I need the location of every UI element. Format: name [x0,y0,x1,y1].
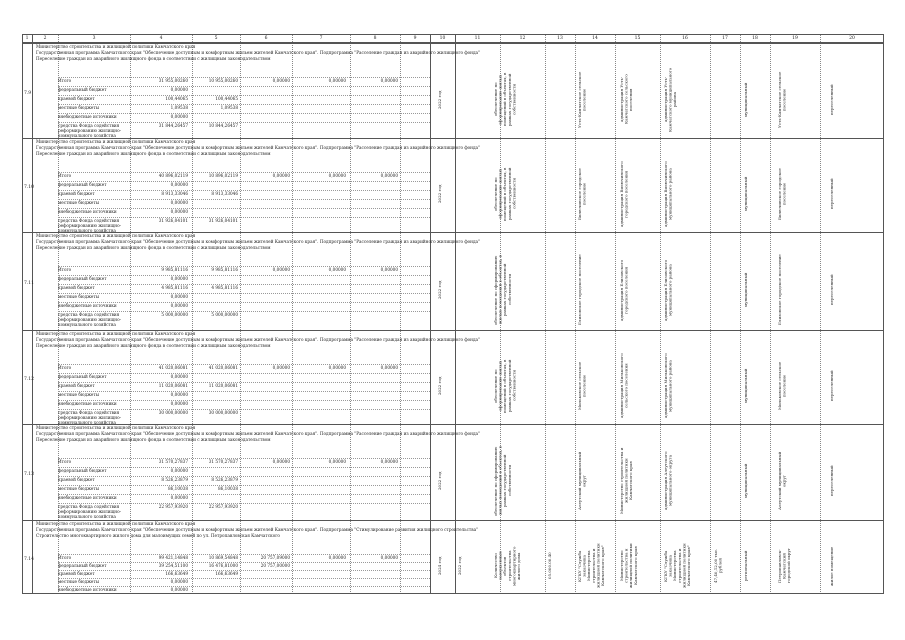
program-line: Государственная программа Камчатского края "Обеспечение доступным и комфортным жильем жителей Камчатского края". Подпрограмма "Расселение граждан из аварийного жилищного фонда" [36,50,480,55]
amount-total: 31 926,04101 [158,218,188,223]
amount-year3: 0,00000 [328,267,346,272]
customer-cell: администрация Вилючинского муниципального района [663,161,673,227]
amount-total: 31 570,27837 [158,459,188,464]
finance-source-label: средства Фонда содействия реформированию жилищно-коммунального хозяйства [58,218,122,233]
purpose-cell: обеспечение по сформированию жилых помещений в объектах, в рамках государственной собственности [493,72,517,127]
program-line: Государственная программа Камчатского края "Обеспечение доступным и комфортным жильем жителей Камчатского края". Подпрограмма "Расселение граждан из аварийного жилищного фонда" [36,431,480,436]
column-number: 2 [43,36,47,41]
code-cell: 05.000.00.40 [547,552,552,580]
year-cell: 2022 год [437,184,442,204]
event-line: Строительство многоквартирного жилого дома для малоимущих семей по ул. Петропавловская Камчатского [36,533,280,538]
settlement-cell: КГКУ "Служба заказчика Министерства строительства и жилищной политики Камчатского края" [577,543,605,589]
year-cell: 2022 год [437,90,442,109]
result-cell: переселенный [829,370,834,402]
location-cell: Вилючинское городское поселение [777,168,787,220]
finance-source-label: местные бюджеты [58,200,100,205]
customer-cell: КГКУ "Служба заказчика Министерства строительства и жилищной политики Камчатского края" [663,543,691,589]
ownership-cell: муниципальный [743,176,748,212]
amount-year1: 8 913,33046 [211,191,238,196]
finance-source-label: Итого [58,173,72,178]
purpose-cell: Количество завершенных объектов строительства многоквартирного жилого дома [493,546,521,586]
amount-total: 0,00000 [170,303,188,308]
amount-total: 0,00000 [170,468,188,473]
finance-source-label: местные бюджеты [58,579,100,584]
administrator-cell: администрация Мильковского сельского поселения [619,353,629,419]
ownership-cell: региональный [743,550,748,582]
finance-source-label: федеральный бюджет [58,468,107,473]
amount-total: 86,10038 [168,486,188,491]
amount-year1: 10 869,54848 [208,555,238,560]
column-number: 17 [722,36,728,41]
amount-total: 99 421,14848 [158,555,188,560]
amount-total: 166,63649 [165,571,188,576]
ministry-line: Министерство строительства и жилищной политики Камчатского края [36,44,196,49]
finance-source-label: внебюджетные источники [58,401,117,406]
amount-year1: 5 000,00000 [211,312,238,317]
settlement-cell: Мильковское сельское поселение [577,361,587,411]
amount-total: 100,44065 [165,96,188,101]
column-number: 18 [752,36,758,41]
amount-year1: 10 955,00260 [208,78,238,83]
amount-year2: 0,00000 [272,267,290,272]
amount-year2: 0,00000 [272,78,290,83]
column-number: 3 [92,36,96,41]
finance-source-label: федеральный бюджет [58,87,107,92]
settlement-cell: Усть-Камчатское сельское поселение [577,71,587,128]
column-number: 13 [557,36,563,41]
ministry-line: Министерство строительства и жилищной политики Камчатского края [36,139,196,144]
ownership-cell: муниципальный [743,368,748,404]
amount-total: 0,00000 [170,209,188,214]
administrator-cell: администрация Вилючинского городского поселения [619,161,629,227]
amount-year2: 0,00000 [272,173,290,178]
row-number: 7.10 [24,185,35,190]
amount-total: 30 000,00000 [158,410,188,415]
amount-total: 0,00000 [170,114,188,119]
finance-source-label: местные бюджеты [58,294,100,299]
finance-source-label: внебюджетные источники [58,495,117,500]
finance-source-label: местные бюджеты [58,486,100,491]
amount-total: 11 020,06081 [158,383,188,388]
year-cell: 2022 год [437,471,442,491]
customer-cell: администрация Елизовского муниципального района [663,259,673,321]
finance-source-label: Итого [58,459,72,464]
amount-total: 0,00000 [170,276,188,281]
event-line: Переселение граждан из аварийного жилищного фонда в соответствии с жилищным законодательством [36,343,271,348]
program-line: Государственная программа Камчатского края "Обеспечение доступным и комфортным жильем жителей Камчатского края". Подпрограмма "Расселение граждан из аварийного жилищного фонда" [36,337,480,342]
amount-total: 0,00000 [170,579,188,584]
location-cell: Усть-Камчатское сельское поселение [777,71,787,128]
year-cell: 2024 год [437,556,442,576]
finance-source-label: федеральный бюджет [58,563,107,568]
column-number: 6 [264,36,268,41]
finance-source-label: краевой бюджет [58,571,95,576]
finance-source-label: федеральный бюджет [58,276,107,281]
finance-source-label: средства Фонда содействия реформированию жилищно-коммунального хозяйства [58,123,122,138]
amount-total: 5 000,00000 [161,312,188,317]
finance-source-label: средства Фонда содействия реформированию жилищно-коммунального хозяйства [58,504,122,519]
year-cell: 2022 год [437,280,442,300]
column-number: 14 [592,36,598,41]
amount-year1: 11 020,06081 [208,383,238,388]
amount-total: 31 844,26457 [158,123,188,128]
customer-cell: администрация Мильковского муниципального района [663,353,673,419]
program-line: Государственная программа Камчатского края "Обеспечение доступным и комфортным жильем жителей Камчатского края". Подпрограмма "Расселение граждан из аварийного жилищного фонда" [36,239,480,244]
amount-year1: 9 985,81116 [211,267,238,272]
amount-year1: 41 020,06081 [208,365,238,370]
finance-source-label: федеральный бюджет [58,374,107,379]
amount-year4: 0,00000 [380,555,398,560]
year-cell-2: 2022 год [457,556,462,576]
row-number: 7.11 [24,281,35,286]
amount-total: 0,00000 [170,200,188,205]
finance-source-label: федеральный бюджет [58,182,107,187]
amount-year1: 22 957,93920 [208,504,238,509]
finance-source-label: местные бюджеты [58,392,100,397]
location-cell: Петропавловск-Камчатский городской округ [777,548,792,584]
amount-year4: 0,00000 [380,173,398,178]
column-number: 10 [439,36,446,41]
column-number: 9 [413,36,417,41]
amount-total: 39 254,51100 [158,563,188,568]
settlement-cell: Елизовское городское поселение [577,254,582,326]
ownership-cell: муниципальный [743,82,748,117]
ownership-cell: муниципальный [743,463,748,499]
finance-source-label: средства Фонда содействия реформированию жилищно-коммунального хозяйства [58,312,122,327]
administrator-cell: администрация Елизовского городского поселения [619,259,629,321]
amount-year1: 30 000,00000 [208,410,238,415]
amount-total: 0,00000 [170,294,188,299]
result-cell: переселенный [829,178,834,210]
cost-cell: 47,40,12,00 тыс. рублей [713,548,723,584]
purpose-cell: обеспечение по сформированию жилых помещений в объектах, в рамках государственной собственности [493,167,517,221]
customer-cell: администрация Алеутского муниципального округа [663,451,673,511]
amount-total: 0,00000 [170,182,188,187]
amount-year4: 0,00000 [380,459,398,464]
settlement-cell: Алеутский муниципальный округ [577,451,587,511]
result-cell: переселенный [829,84,834,115]
amount-year3: 0,00000 [328,459,346,464]
amount-year4: 0,00000 [380,78,398,83]
finance-source-label: Итого [58,555,72,560]
amount-total: 0,00000 [170,374,188,379]
program-line: Государственная программа Камчатского края "Обеспечение доступным и комфортным жильем жителей Камчатского края". Подпрограмма "Расселение граждан из аварийного жилищного фонда" [36,145,480,150]
finance-source-label: внебюджетные источники [58,303,117,308]
finance-source-label: местные бюджеты [58,105,100,110]
administrator-cell: администрация Усть-Камчатского сельского поселения [619,74,634,125]
purpose-cell: обеспечение по сформированию жилых помещений в объектах, в рамках государственной собственности [493,255,512,325]
program-line: Государственная программа Камчатского края "Обеспечение доступным и комфортным жильем жителей Камчатского края". Подпрограмма "Стимулирование развития жилищного строительства" [36,527,479,532]
amount-year3: 0,00000 [328,173,346,178]
settlement-cell: Вилючинское городское поселение [577,168,587,220]
finance-source-label: внебюджетные источники [58,114,117,119]
ministry-line: Министерство строительства и жилищной политики Камчатского края [36,331,196,336]
amount-total: 0,00000 [170,87,188,92]
location-cell: Мильковское сельское поселение [777,361,787,411]
finance-source-label: краевой бюджет [58,191,95,196]
ministry-line: Министерство строительства и жилищной политики Камчатского края [36,233,196,238]
column-number: 11 [474,36,481,41]
finance-source-label: Итого [58,78,72,83]
amount-year1: 31 570,27837 [208,459,238,464]
finance-source-label: краевой бюджет [58,477,95,482]
ministry-line: Министерство строительства и жилищной политики Камчатского края [36,425,196,430]
year-cell: 2022 год [437,376,442,396]
amount-year1: 10 844,26457 [208,123,238,128]
amount-year2: 0,00000 [272,365,290,370]
row-number: 7.12 [24,377,35,382]
amount-total: 22 957,93920 [158,504,188,509]
event-line: Переселение граждан из аварийного жилищного фонда в соответствии с жилищным законодательством [36,437,271,442]
result-cell: переселенный [829,465,834,497]
finance-source-label: внебюджетные источники [58,587,117,592]
column-number: 15 [634,36,641,41]
column-number: 7 [319,36,323,41]
amount-year2: 20 757,00000 [260,563,290,568]
purpose-cell: обеспечение по сформированию жилых помещений в объектах, в рамках государственной собственности [493,446,512,516]
amount-year1: 10 896,02119 [208,173,238,178]
ownership-cell: муниципальный [743,272,748,308]
amount-year4: 0,00000 [380,365,398,370]
amount-year1: 86,10038 [218,486,238,491]
amount-total: 41 020,06081 [158,365,188,370]
amount-year1: 8 526,23879 [211,477,238,482]
column-number: 19 [792,36,798,41]
column-number: 5 [214,36,218,41]
amount-total: 8 913,33046 [161,191,188,196]
amount-year2: 20 757,09000 [260,555,290,560]
finance-source-label: внебюджетные источники [58,209,117,214]
amount-total: 0,00000 [170,392,188,397]
column-number: 4 [159,36,163,41]
amount-total: 1,09538 [170,105,188,110]
amount-year3: 0,00000 [328,78,346,83]
ministry-line: Министерство строительства и жилищной политики Камчатского края [36,521,196,526]
purpose-cell: обеспечение по сформированию жилых помещений в объектах, в рамках государственной собственности [493,359,517,413]
column-number: 1 [25,36,29,41]
column-number: 8 [373,36,377,41]
result-cell: жилое помещение [829,546,834,586]
amount-year1: 166,63649 [215,571,238,576]
finance-source-label: Итого [58,267,72,272]
amount-year1: 16 476,81000 [208,563,238,568]
row-number: 7.9 [24,90,32,96]
finance-source-label: краевой бюджет [58,96,95,101]
administrator-cell: Министерство строительства и жилищной политики Камчатского края [619,447,634,515]
amount-total: 0,00000 [170,495,188,500]
amount-total: 40 896,02119 [158,173,188,178]
amount-total: 0,00000 [170,587,188,592]
amount-total: 0,00000 [170,401,188,406]
event-line: Переселение граждан из аварийного жилищного фонда в соответствии с жилищным законодательством [36,151,271,156]
customer-cell: администрация Усть-Камчатского муниципального района [663,67,678,132]
finance-source-label: средства Фонда содействия реформированию жилищно-коммунального хозяйства [58,410,122,425]
amount-year3: 0,00000 [328,555,346,560]
amount-year4: 0,00000 [380,267,398,272]
row-number: 7.14 [24,557,35,562]
amount-year1: 1,09538 [220,105,238,110]
administrator-cell: Министерство строительства и жилищной политики Камчатского края [619,543,638,589]
amount-total: 9 985,81116 [161,267,188,272]
finance-source-label: краевой бюджет [58,383,95,388]
row-number: 7.13 [24,472,35,477]
amount-year1: 4 985,81116 [211,285,238,290]
finance-source-label: краевой бюджет [58,285,95,290]
amount-year3: 0,00000 [328,365,346,370]
column-number: 16 [682,36,688,41]
location-cell: Елизовское городское поселение [777,254,782,326]
column-number: 12 [519,36,526,41]
amount-total: 8 526,23879 [161,477,188,482]
column-number: 20 [849,36,855,41]
event-line: Переселение граждан из аварийного жилищного фонда в соответствии с жилищным законодательством [36,56,271,61]
location-cell: Алеутский муниципальный округ [777,451,787,511]
finance-source-label: Итого [58,365,72,370]
amount-total: 4 985,81116 [161,285,188,290]
amount-year1: 31 926,04101 [208,218,238,223]
amount-year2: 0,00000 [272,459,290,464]
amount-year1: 100,44065 [215,96,238,101]
event-line: Переселение граждан из аварийного жилищного фонда в соответствии с жилищным законодательством [36,245,271,250]
result-cell: переселенный [829,274,834,306]
amount-total: 31 955,00260 [158,78,188,83]
